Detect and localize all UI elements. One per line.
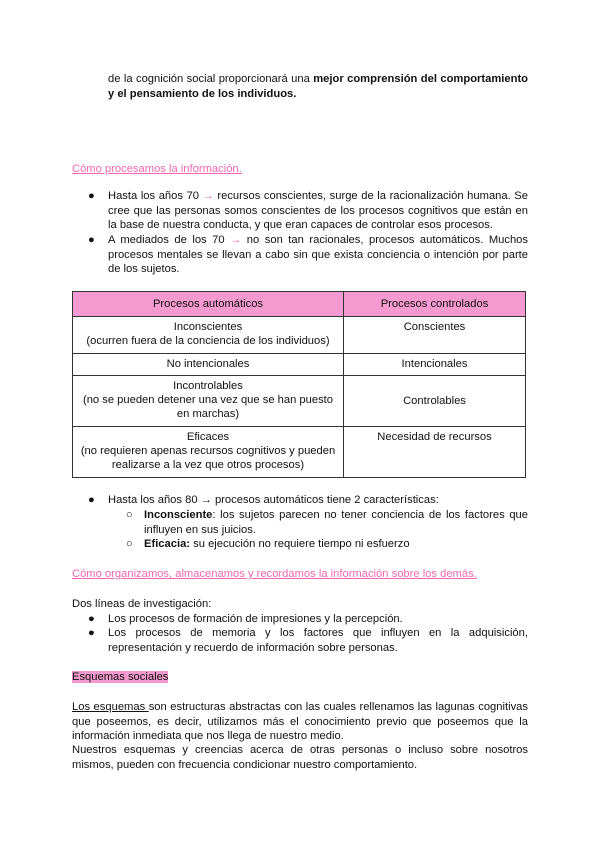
section-heading-organizamos[interactable] — [72, 567, 477, 582]
bullet-item-80s — [88, 493, 528, 508]
table-cell-left — [73, 354, 344, 376]
sub-bullet-text: su ejecución no requiere tiempo ni esfuerzo — [190, 538, 410, 550]
bullet-70s-post: recursos conscientes, surge de la racionalización humana. Se cree que las personas somos conscientes de los procesos cognitivos que están en la base de nuestra conducta, y que eran capaces de controlar esos procesos. — [108, 190, 528, 232]
circle-bullet-icon: ○ — [126, 538, 133, 550]
bullet-mid70s-post: no son tan racionales, procesos automáticos. Muchos procesos mentales se llevan a cabo sin que exista conciencia o intención por parte de los sujetos. — [108, 234, 529, 276]
bullet-item-70s — [88, 189, 528, 233]
bullet-impresiones-text: Los procesos de formación de impresiones y la percepción. — [108, 613, 403, 625]
section-heading-esquemas — [72, 670, 168, 685]
esquemas-p1-text: son estructuras abstractas con las cuales rellenamos las lagunas cognitivas que poseemos, es decir, utilizamos más el conocimiento previo que poseemos que la información inmediata que nos llega de nuestro medio. — [72, 701, 528, 743]
table-cell-right: Conscientes — [344, 317, 526, 354]
bullet-item-mid-70s — [88, 233, 529, 277]
intro-paragraph — [108, 72, 528, 101]
esquemas-paragraph-1 — [72, 700, 528, 744]
sub-bullet-bold: Inconsciente — [144, 509, 213, 521]
bullet-icon: ● — [88, 494, 95, 506]
cell-main-text: Eficaces — [186, 431, 230, 443]
cell-main-text: No intencionales — [166, 358, 250, 370]
bullet-item-impresiones — [88, 612, 528, 627]
intro-bold-text: mejor comprensión del comportamiento y el pensamiento de los individuos. — [108, 73, 529, 100]
intro-text: de la cognición social proporcionará una — [108, 73, 314, 85]
bullet-icon: ● — [88, 234, 95, 246]
section-heading-procesamos[interactable] — [72, 162, 242, 177]
bullet-memoria-text: Los procesos de memoria y los factores que influyen en la adquisición, representación y recuerdo de información sobre personas. — [108, 627, 528, 654]
table-cell-right: Intencionales — [344, 354, 526, 376]
sub-bullet-bold: Eficacia: — [144, 538, 191, 550]
cell-main-text: Inconscientes — [173, 321, 243, 333]
bullet-icon: ● — [88, 613, 95, 625]
section-heading-organizamos-text[interactable]: Cómo organizamos, almacenamos y recordamos la información sobre los demás. — [72, 568, 477, 580]
table-cell-right: Necesidad de recursos — [344, 427, 526, 478]
bullet-80s-text: Hasta los años 80 → procesos automáticos tiene 2 características: — [108, 494, 439, 506]
table-cell-left — [73, 376, 344, 427]
bullet-item-memoria — [88, 626, 528, 655]
bullet-mid70s-pre: A mediados de los 70 — [108, 234, 231, 246]
cell-main-text: Incontrolables — [173, 380, 243, 392]
bullet-70s-pre: Hasta los años 70 — [108, 190, 203, 202]
cell-sub-text: (ocurren fuera de la conciencia de los individuos) — [86, 335, 330, 347]
cell-sub-text: (no requieren apenas recursos cognitivos y pueden realizarse a la vez que otros procesos) — [80, 445, 336, 471]
section2-lead: Dos líneas de investigación: — [72, 598, 212, 610]
arrow-icon: → — [230, 234, 242, 246]
circle-bullet-icon: ○ — [126, 509, 133, 521]
esquemas-underlined-term: Los esquemas — [72, 701, 149, 713]
table-cell-right: Controlables — [344, 376, 526, 427]
processes-table — [72, 291, 526, 478]
arrow-icon: → — [202, 190, 214, 202]
table-cell-left — [73, 317, 344, 354]
table-row — [73, 376, 526, 427]
table-header-row — [73, 292, 526, 317]
table-header-cell: Procesos automáticos — [73, 292, 344, 317]
table-row — [73, 317, 526, 354]
sub-bullet-eficacia — [126, 537, 528, 552]
sub-bullet-inconsciente — [126, 508, 528, 537]
cell-sub-text: (no se pueden detener una vez que se han puesto en marchas) — [82, 394, 334, 420]
table-header-cell: Procesos controlados — [344, 292, 526, 317]
section-heading-procesamos-text[interactable]: Cómo procesamos la información. — [72, 163, 242, 175]
table-row — [73, 427, 526, 478]
esquemas-paragraph-2: Nuestros esquemas y creencias acerca de otras personas o incluso sobre nosotros mismos, pueden con frecuencia condicionar nuestro comportamiento. — [72, 744, 528, 771]
table-cell-left — [73, 427, 344, 478]
bullet-icon: ● — [88, 190, 95, 202]
bullet-icon: ● — [88, 627, 95, 639]
sub-bullet-text: : los sujetos parecen no tener conciencia de los factores que influyen en sus juicios. — [144, 509, 528, 536]
table-row — [73, 354, 526, 376]
section-heading-esquemas-text: Esquemas sociales — [72, 671, 169, 683]
